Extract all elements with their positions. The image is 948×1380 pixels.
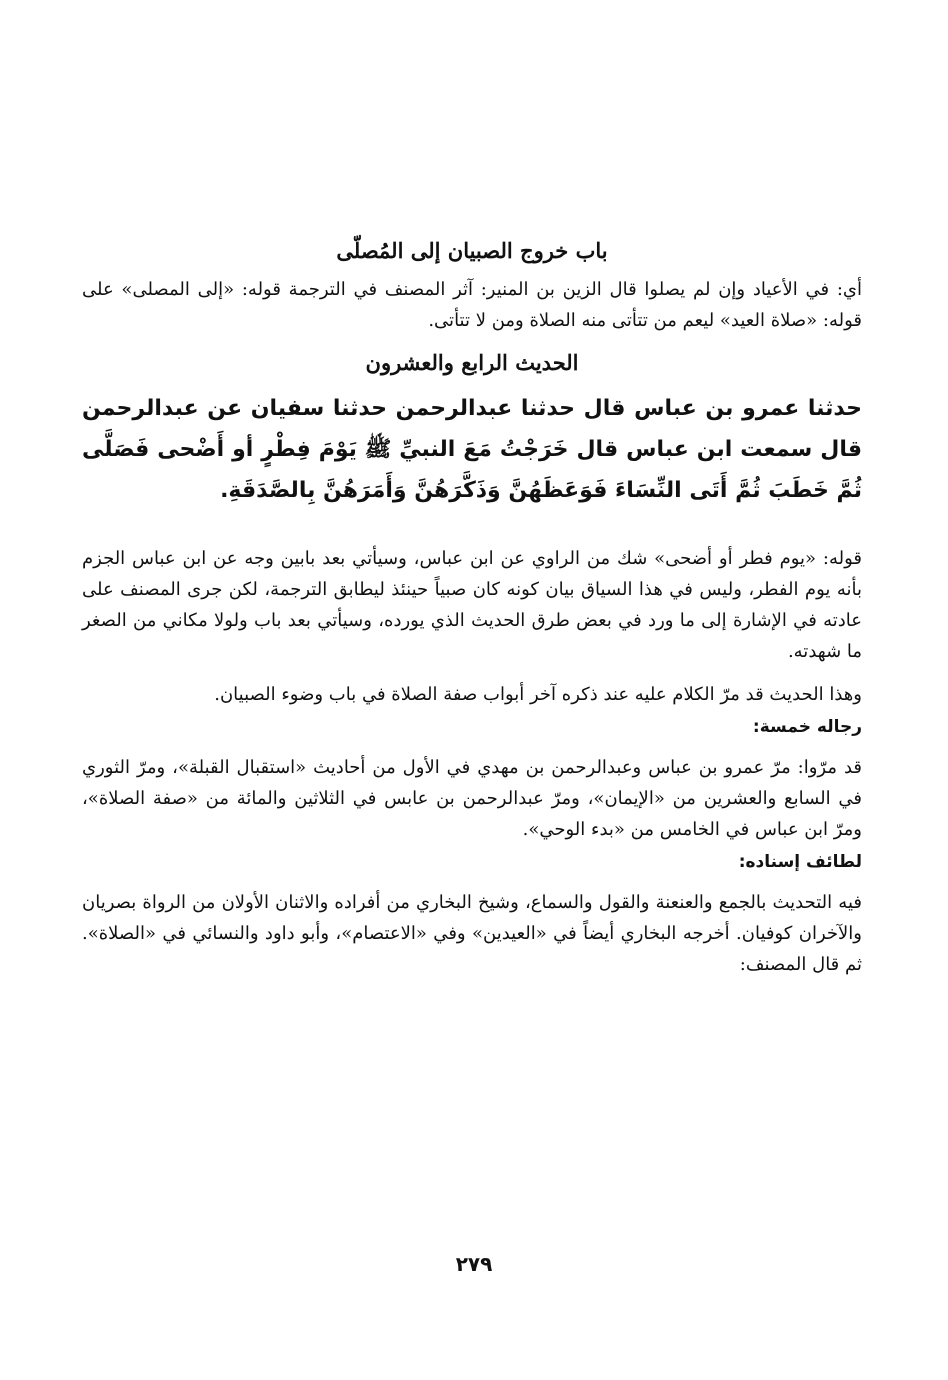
isnad-paragraph: فيه التحديث بالجمع والعنعنة والقول والسماع، وشيخ البخاري من أفراده والاثنان الأولان من الرواة بصريان والآخران كوفيان. أخرجه البخاري أيضاً في «العيدين» وفي «الاعتصام»، وأبو داود والنسائي في «الصلاة». ثم قال المصنف: bbox=[82, 892, 862, 975]
isnad-heading: لطائف إسناده: bbox=[738, 852, 862, 872]
narrators-paragraph: قد مرّوا: مرّ عمرو بن عباس وعبدالرحمن بن مهدي في الأول من أحاديث «استقبال القبلة»، ومرّ الثوري في السابع والعشرين من «الإيمان»، ومرّ عبدالرحمن بن عابس في الثلاثين والمائة من «صفة الصلاة»، ومرّ ابن عباس في الخامس من «بدء الوحي». bbox=[82, 757, 862, 840]
commentary-paragraph: وهذا الحديث قد مرّ الكلام عليه عند ذكره آخر أبواب صفة الصلاة في باب وضوء الصبيان. bbox=[214, 684, 862, 705]
intro-paragraph: أي: في الأعياد وإن لم يصلوا قال الزين بن المنير: آثر المصنف في الترجمة قوله: «إلى المصلى» على قوله: «صلاة العيد» ليعم من تتأتى منه الصلاة ومن لا تتأتى. bbox=[82, 279, 862, 331]
page-body bbox=[82, 236, 862, 980]
hadith-text: حدثنا عمرو بن عباس قال حدثنا عبدالرحمن حدثنا سفيان عن عبدالرحمن قال سمعت ابن عباس قال خَرَجْتُ مَعَ النبيِّ ﷺ يَوْمَ فِطْرٍ أو أَضْحى فَصَلَّى ثُمَّ خَطَبَ ثُمَّ أَتَى النِّسَاءَ فَوَعَظَهُنَّ وَذَكَّرَهُنَّ وَأَمَرَهُنَّ بِالصَّدَقَةِ. bbox=[82, 396, 862, 503]
narrators-heading: رجاله خمسة: bbox=[752, 717, 862, 737]
page-number: ٢٧٩ bbox=[455, 1252, 493, 1276]
chapter-title: باب خروج الصبيان إلى المُصلّى bbox=[336, 238, 608, 263]
hadith-heading: الحديث الرابع والعشرون bbox=[365, 350, 579, 375]
commentary-paragraph: قوله: «يوم فطر أو أضحى» شك من الراوي عن ابن عباس، وسيأتي بعد بابين وجه عن ابن عباس الجزم بأنه يوم الفطر، وليس في هذا السياق بيان كونه كان صبياً حينئذ ليطابق الترجمة، لكن جرى المصنف على عادته في الإشارة إلى ما ورد في بعض طرق الحديث الذي يورده، وسيأتي بعد باب ولولا مكاني من الصغر ما شهدته. bbox=[82, 548, 862, 662]
